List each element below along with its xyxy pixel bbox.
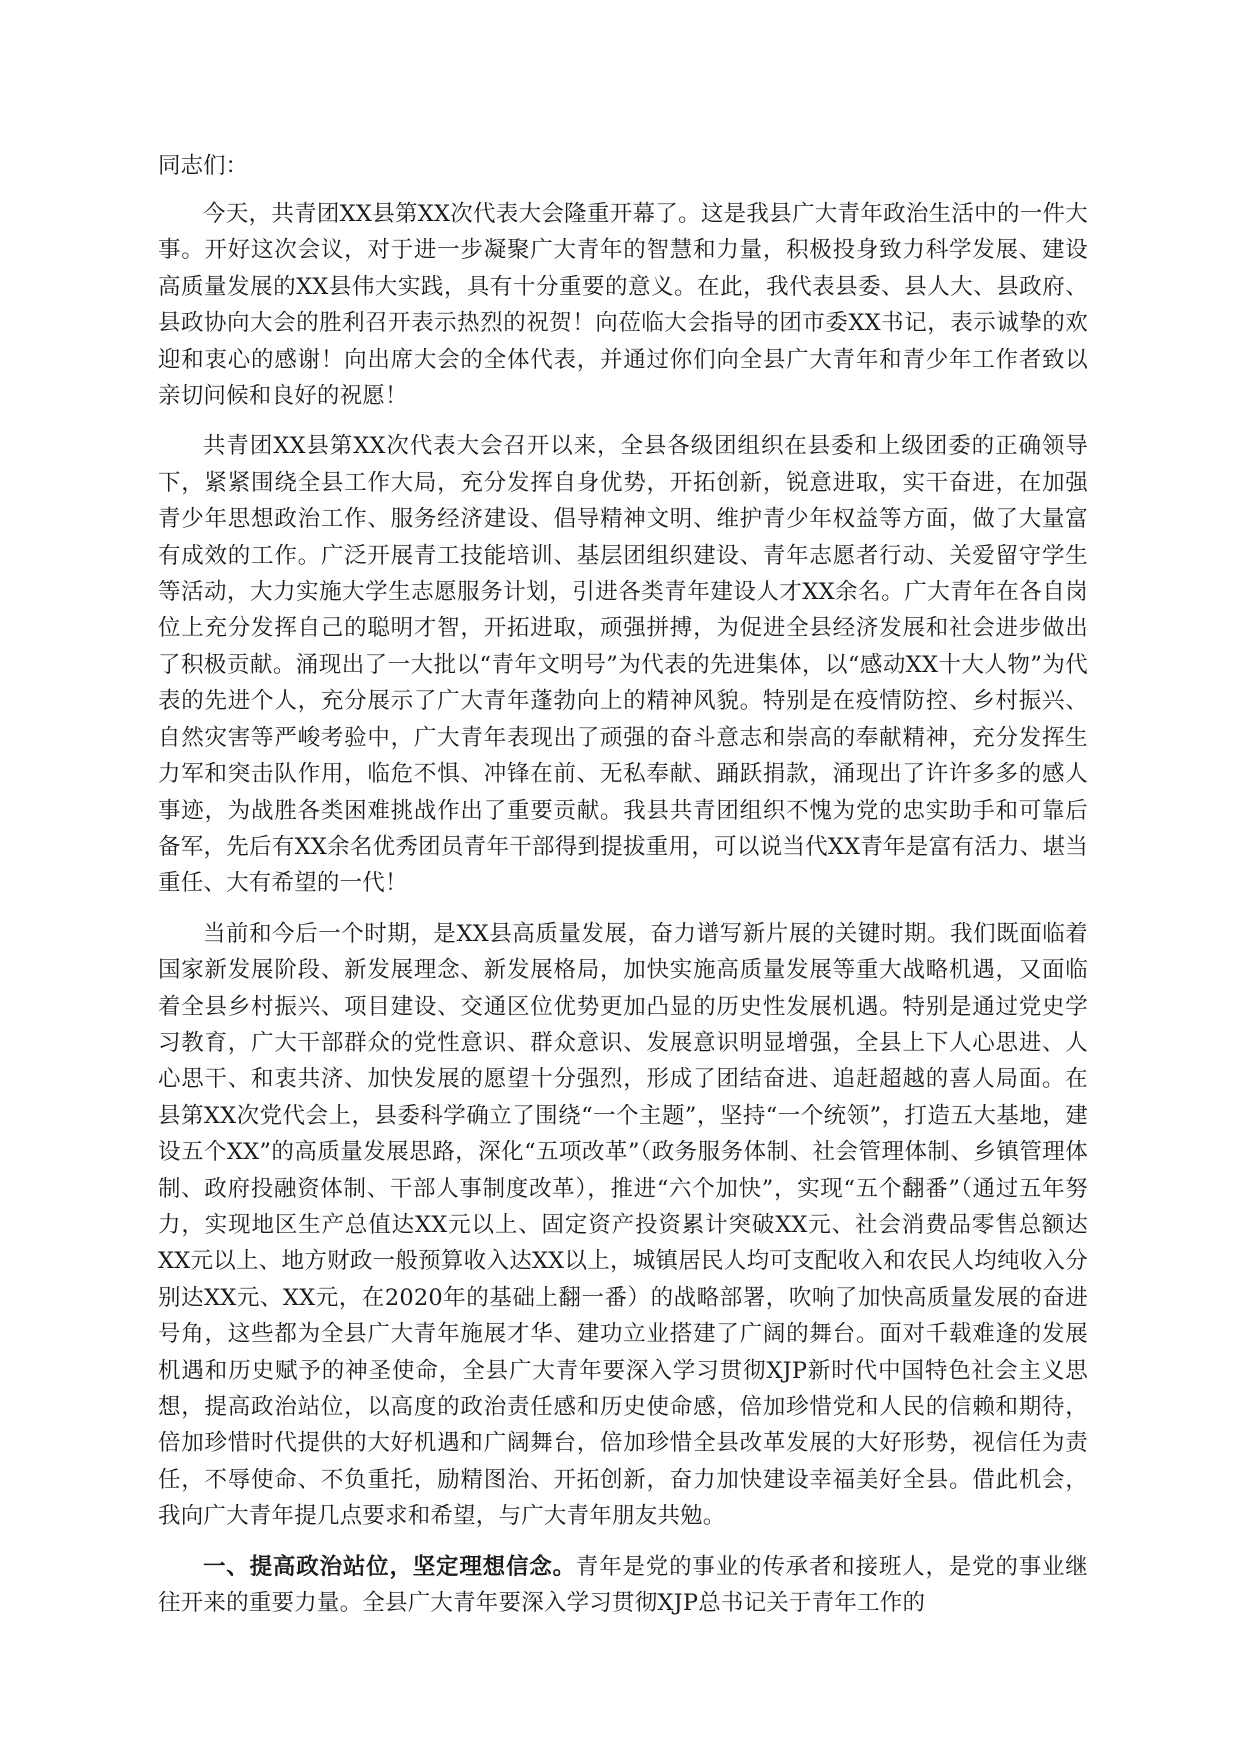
point-one-text: 青年是党的事业的传承者和接班人，是党的事业继往开来的重要力量。全县广大青年要深入学习贯彻XJP总书记关于青年工作的 xyxy=(158,1553,1088,1617)
paragraph-point-one xyxy=(158,1549,1088,1622)
point-one-heading: 一、提高政治站位，坚定理想信念。 xyxy=(203,1553,576,1580)
paragraph-achievements: 共青团XX县第XX次代表大会召开以来，全县各级团组织在县委和上级团委的正确领导下，紧紧围绕全县工作大局，充分发挥自身优势，开拓创新，锐意进取，实干奋进，在加强青少年思想政治工作、服务经济建设、倡导精神文明、维护青少年权益等方面，做了大量富有成效的工作。广泛开展青工技能培训、基层团组织建设、青年志愿者行动、关爱留守学生等活动，大力实施大学生志愿服务计划，引进各类青年建设人才XX余名。广大青年在各自岗位上充分发挥自己的聪明才智，开拓进取，顽强拼搏，为促进全县经济发展和社会进步做出了积极贡献。涌现出了一大批以“青年文明号”为代表的先进集体，以“感动XX十大人物”为代表的先进个人，充分展示了广大青年蓬勃向上的精神风貌。特别是在疫情防控、乡村振兴、自然灾害等严峻考验中，广大青年表现出了顽强的奋斗意志和崇高的奉献精神，充分发挥生力军和突击队作用，临危不惧、冲锋在前、无私奉献、踊跃捐款，涌现出了许许多多的感人事迹，为战胜各类困难挑战作出了重要贡献。我县共青团组织不愧为党的忠实助手和可靠后备军，先后有XX余名优秀团员青年干部得到提拔重用，可以说当代XX青年是富有活力、堪当重任、大有希望的一代！ xyxy=(158,433,1088,897)
salutation: 同志们： xyxy=(158,153,249,179)
document-page xyxy=(158,148,1088,1635)
paragraph-opportunities: 当前和今后一个时期，是XX县高质量发展，奋力谱写新片展的关键时期。我们既面临着国家新发展阶段、新发展理念、新发展格局，加快实施高质量发展等重大战略机遇，又面临着全县乡村振兴、项目建设、交通区位优势更加凸显的历史性发展机遇。特别是通过党史学习教育，广大干部群众的党性意识、群众意识、发展意识明显增强，全县上下人心思进、人心思干、和衷共济、加快发展的愿望十分强烈，形成了团结奋进、追赶超越的喜人局面。在县第XX次党代会上，县委科学确立了围绕“一个主题”，坚持“一个统领”，打造五大基地，建设五个XX”的高质量发展思路，深化“五项改革”（政务服务体制、社会管理体制、乡镇管理体制、政府投融资体制、干部人事制度改革），推进“六个加快”，实现“五个翻番”（通过五年努力，实现地区生产总值达XX元以上、固定资产投资累计突破XX元、社会消费品零售总额达XX元以上、地方财政一般预算收入达XX以上，城镇居民人均可支配收入和农民人均纯收入分别达XX元、XX元，在2020年的基础上翻一番）的战略部署，吹响了加快高质量发展的奋进号角，这些都为全县广大青年施展才华、建功立业搭建了广阔的舞台。面对千载难逢的发展机遇和历史赋予的神圣使命，全县广大青年要深入学习贯彻XJP新时代中国特色社会主义思想，提高政治站位，以高度的政治责任感和历史使命感，倍加珍惜党和人民的信赖和期待，倍加珍惜时代提供的大好机遇和广阔舞台，倍加珍惜全县改革发展的大好形势，视信任为责任，不辱使命、不负重托，励精图治、开拓创新，奋力加快建设幸福美好全县。借此机会，我向广大青年提几点要求和希望，与广大青年朋友共勉。 xyxy=(158,920,1088,1530)
paragraph-opening: 今天，共青团XX县第XX次代表大会隆重开幕了。这是我县广大青年政治生活中的一件大事。开好这次会议，对于进一步凝聚广大青年的智慧和力量，积极投身致力科学发展、建设高质量发展的XX县伟大实践，具有十分重要的意义。在此，我代表县委、县人大、县政府、县政协向大会的胜利召开表示热烈的祝贺！向莅临大会指导的团市委XX书记，表示诚挚的欢迎和衷心的感谢！向出席大会的全体代表，并通过你们向全县广大青年和青少年工作者致以亲切问候和良好的祝愿！ xyxy=(158,201,1088,410)
